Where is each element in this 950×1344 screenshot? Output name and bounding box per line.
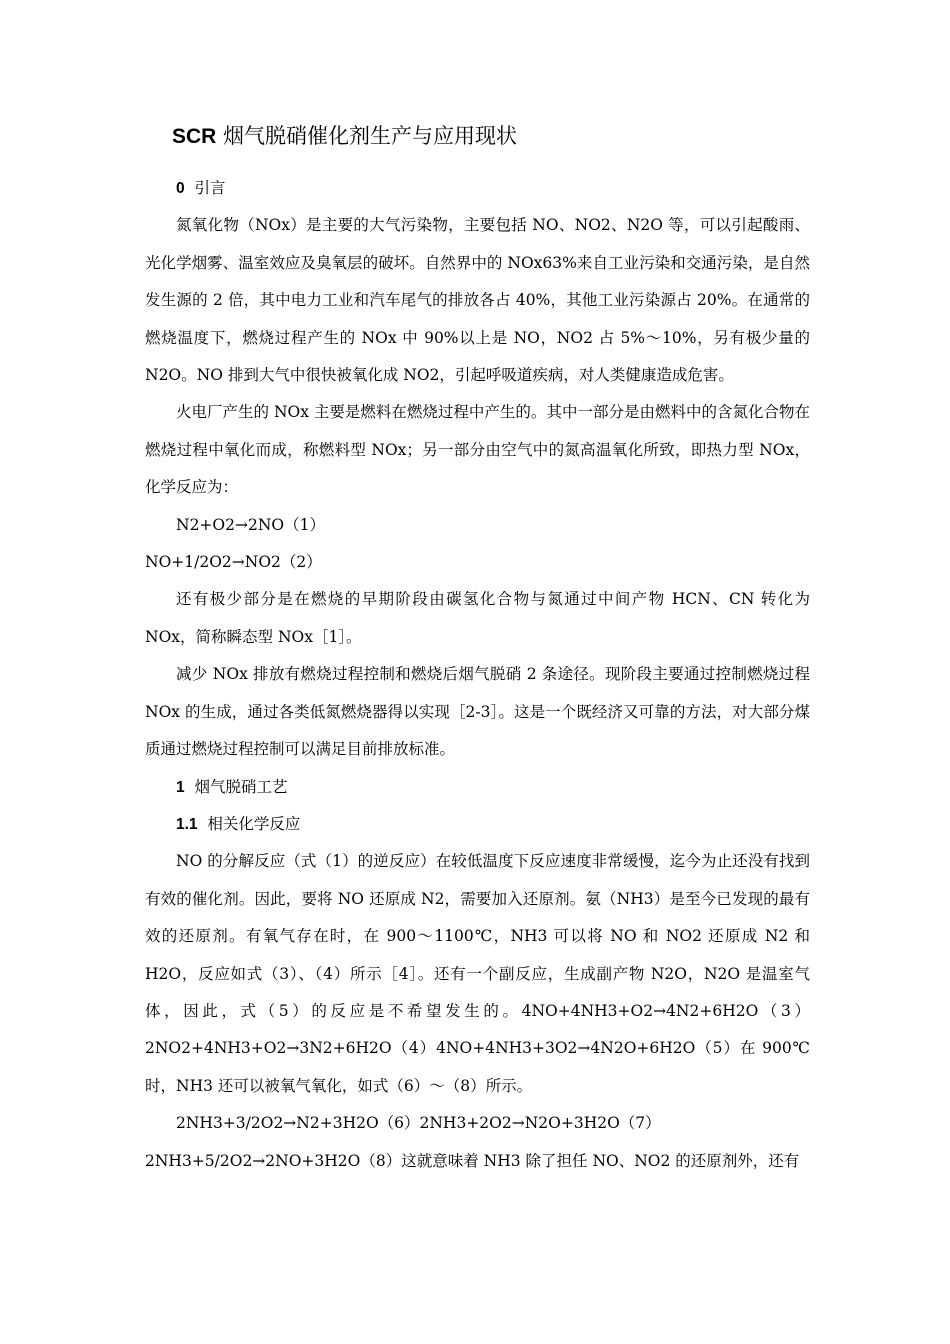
section-label: 烟气脱硝工艺 [194, 777, 288, 796]
section-heading-1-1 [145, 806, 810, 843]
equation-2: NO+1/2O2→NO2（2） [145, 553, 322, 572]
title-text: 烟气脱硝催化剂生产与应用现状 [216, 124, 518, 148]
document-title [172, 121, 517, 152]
section-heading-0 [145, 170, 810, 207]
paragraph-2: 火电厂产生的 NOx 主要是燃料在燃烧过程中产生的。其中一部分是由燃料中的含氮化合物在燃烧过程中氧化而成，称燃料型 NOx；另一部分由空气中的氮高温氧化所致，即热力型 NOx，化学反应为： [145, 403, 810, 497]
paragraph-4: 减少 NOx 排放有燃烧过程控制和燃烧后烟气脱硝 2 条途径。现阶段主要通过控制燃烧过程 NOx 的生成，通过各类低氮燃烧器得以实现［2-3］。这是一个既经济又可靠的方法，对大部分煤质通过燃烧过程控制可以满足目前排放标准。 [145, 665, 810, 759]
section-number: 1.1 [176, 815, 198, 833]
section-label: 引言 [194, 179, 226, 197]
section-number: 1 [176, 778, 185, 796]
document-body [145, 170, 810, 1180]
paragraph-6: 2NH3+5/2O2→2NO+3H2O（8）这就意味着 NH3 除了担任 NO、NO2 的还原剂外，还有 [145, 1151, 800, 1170]
paragraph-3: 还有极少部分是在燃烧的早期阶段由碳氢化合物与氮通过中间产物 HCN、CN 转化为 NOx，简称瞬态型 NOx［1］。 [145, 590, 810, 646]
paragraph-1: 氮氧化物（NOx）是主要的大气污染物，主要包括 NO、NO2、N2O 等，可以引起酸雨、光化学烟雾、温室效应及臭氧层的破坏。自然界中的 NOx63%来自工业污染和交通污染，是自然发生源的 2 倍，其中电力工业和汽车尾气的排放各占 40%，其他工业污染源占 20%。在通常的燃烧温度下，燃烧过程产生的 NOx 中 90%以上是 NO，NO2 占 5%～10%，另有极少量的 N2O。NO 排到大气中很快被氧化成 NO2，引起呼吸道疾病，对人类健康造成危害。 [145, 216, 810, 385]
section-heading-1 [145, 769, 810, 806]
section-number: 0 [176, 180, 185, 197]
equation-1: N2+O2→2NO（1） [176, 515, 325, 534]
section-label: 相关化学反应 [207, 814, 301, 833]
title-prefix: SCR [172, 125, 217, 148]
equation-6-7: 2NH3+3/2O2→N2+3H2O（6）2NH3+2O2→N2O+3H2O（7） [176, 1114, 661, 1133]
paragraph-5: NO 的分解反应（式（1）的逆反应）在较低温度下反应速度非常缓慢，迄今为止还没有找到有效的催化剂。因此，要将 NO 还原成 N2，需要加入还原剂。氨（NH3）是至今已发现的最有效的还原剂。有氧气存在时，在 900～1100℃，NH3 可以将 NO 和 NO2 还原成 N2 和 H2O，反应如式（3）、（4）所示［4］。还有一个副反应，生成副产物 N2O，N2O 是温室气体，因此，式（5）的反应是不希望发生的。4NO+4NH3+O2→4N2+6H2O（3）2NO2+4NH3+O2→3N2+6H2O（4）4NO+4NH3+3O2→4N2O+6H2O（5）在 900℃时，NH3 还可以被氧气氧化，如式（6）～（8）所示。 [145, 852, 810, 1095]
